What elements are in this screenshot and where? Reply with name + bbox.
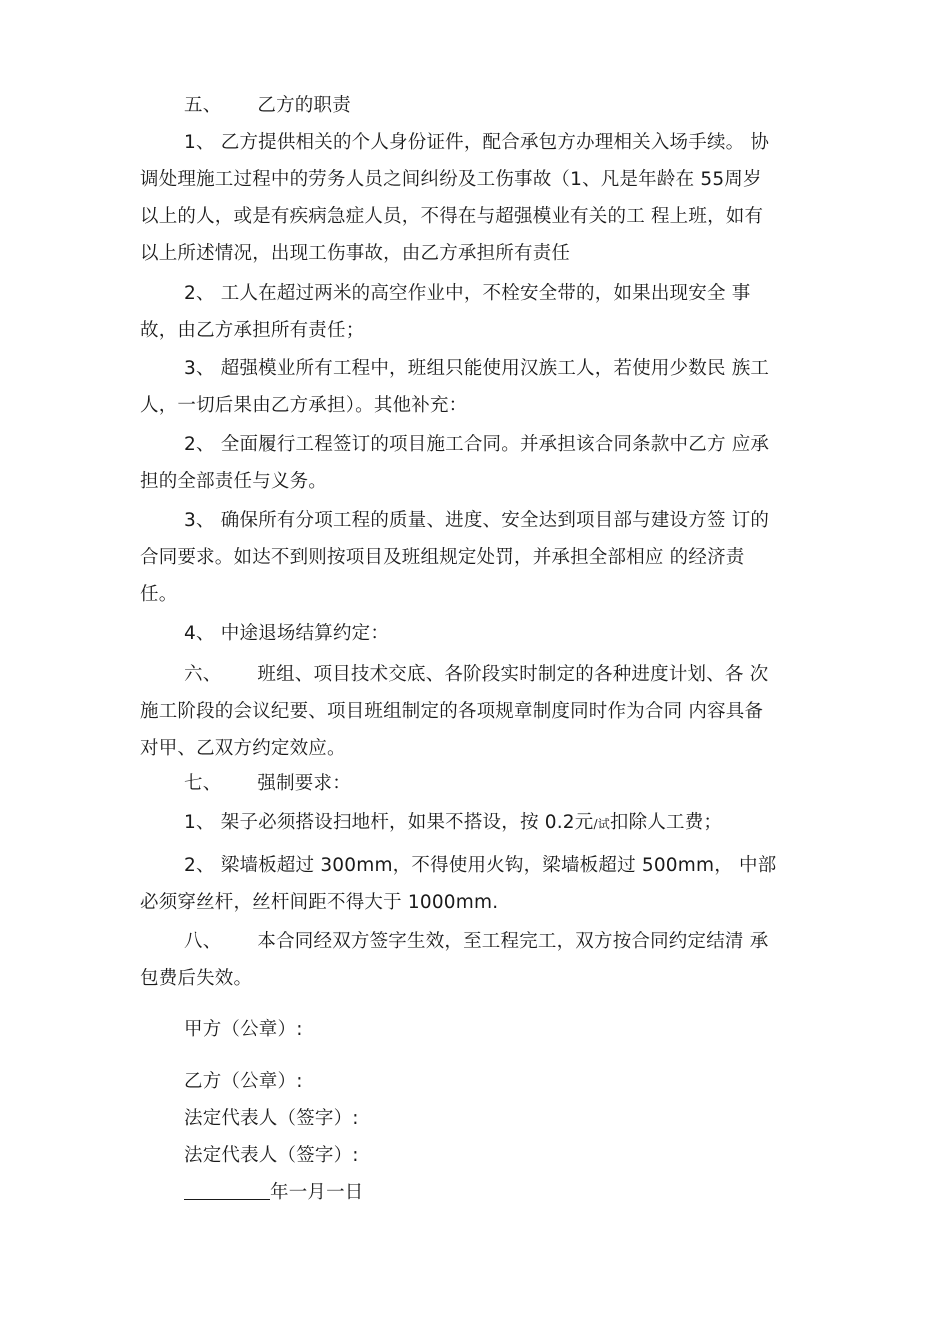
section-7-heading [184,771,864,797]
clause-text: 1、 架子必须搭设扫地杆，如果不搭设，按 0.2元 [184,812,594,833]
paragraph-line: 2、 梁墙板超过 300mm，不得使用火钩，梁墙板超过 500mm， 中部 [184,855,777,876]
paragraph-line: 施工阶段的会议纪要、项目班组制定的各项规章制度同时作为合同 内容具备 [140,701,764,722]
paragraph-line: 3、 确保所有分项工程的质量、进度、安全达到项目部与建设方签 订的 [184,510,770,531]
paragraph-line: 包费后失效。 [140,968,253,989]
paragraph-line: 2、 全面履行工程签订的项目施工合同。并承担该合同条款中乙方 应承 [184,434,770,455]
paragraph-line: 调处理施工过程中的劳务人员之间纠纷及工伤事故（1、凡是年龄在 55周岁 [140,169,762,190]
section-8-number: 八、 [184,931,222,952]
section-7-number: 七、 [184,773,222,794]
unit-glyph: /试 [593,817,610,831]
paragraph-line: 对甲、乙双方约定效应。 [140,738,346,759]
paragraph-line: 故，由乙方承担所有责任； [140,320,365,341]
section-5-title: 乙方的职责 [257,95,351,116]
section-8-line [184,929,864,955]
representative-a-signature: 法定代表人（签字）: [184,1108,359,1129]
paragraph-line: 2、 工人在超过两米的高空作业中，不栓安全带的，如果出现安全 事 [184,283,751,304]
party-b-seal: 乙方（公章）: [184,1071,303,1092]
representative-b-signature: 法定代表人（签字）: [184,1145,359,1166]
paragraph-line: 以上的人，或是有疾病急症人员，不得在与超强模业有关的工 程上班，如有 [140,206,764,227]
paragraph-line: 人，一切后果由乙方承担）。其他补充： [140,395,468,416]
section-5-heading [184,93,864,119]
paragraph-line: 以上所述情况，出现工伤事故，由乙方承担所有责任 [140,243,571,264]
section-6-text: 班组、项目技术交底、各阶段实时制定的各种进度计划、各 次 [257,664,769,685]
paragraph-line: 1、 乙方提供相关的个人身份证件，配合承包方办理相关入场手续。 协 [184,132,770,153]
section-6-line [184,662,864,688]
paragraph-line: 合同要求。如达不到则按项目及班组规定处罚，并承担全部相应 的经济责 [140,547,745,568]
paragraph-line: 3、 超强模业所有工程中，班组只能使用汉族工人，若使用少数民 族工 [184,358,770,379]
date-blank [184,1181,270,1200]
section-6-number: 六、 [184,664,222,685]
paragraph-line: 任。 [140,584,178,605]
paragraph-line: 4、 中途退场结算约定： [184,623,390,644]
paragraph-line: 必须穿丝杆，丝杆间距不得大于 1000mm. [140,892,499,913]
paragraph-line: 担的全部责任与义务。 [140,471,328,492]
section-8-text: 本合同经双方签字生效，至工程完工，双方按合同约定结清 承 [257,931,769,952]
section-7-title: 强制要求： [257,773,351,794]
section-5-number: 五、 [184,95,222,116]
date-line [184,1180,864,1206]
party-a-seal: 甲方（公章）: [184,1019,303,1040]
paragraph-line [184,810,864,837]
clause-text: 扣除人工费； [609,812,723,833]
date-text: 年一月一日 [270,1182,364,1203]
